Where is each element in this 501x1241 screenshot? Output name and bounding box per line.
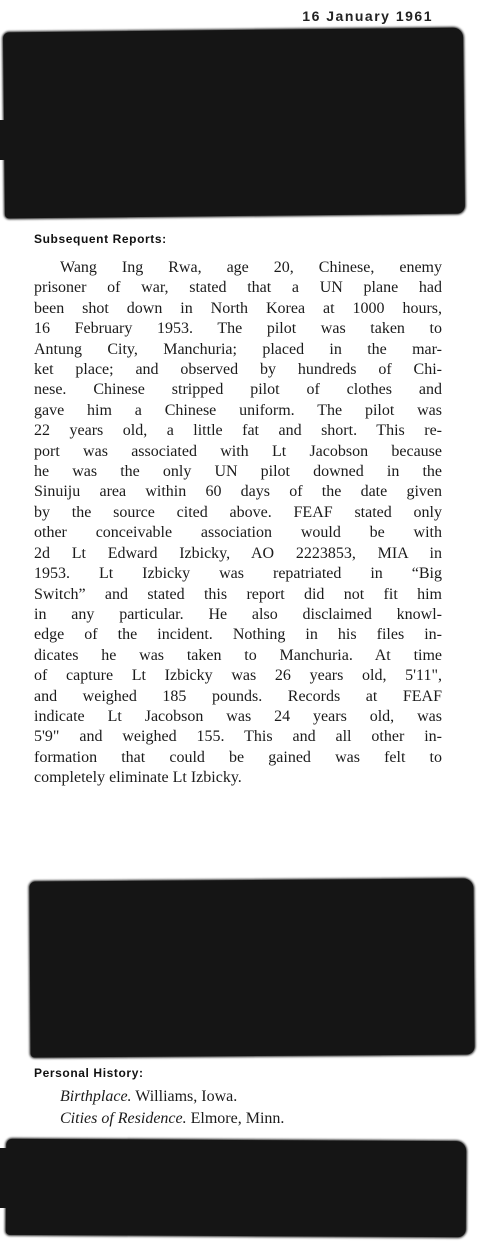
body-line: in any particular. He also disclaimed knowl- [34, 605, 442, 623]
body-line: edge of the incident. Nothing in his files in- [34, 626, 442, 644]
body-line: nese. Chinese stripped pilot of clothes and [34, 381, 442, 399]
body-line: Antung City, Manchuria; placed in the mar- [34, 340, 442, 358]
document-date: 16 January 1961 [302, 8, 433, 24]
body-line: by the source cited above. FEAF stated only [34, 503, 442, 521]
body-line: been shot down in North Korea at 1000 hours, [34, 299, 442, 317]
birthplace-value: Williams, Iowa. [135, 1088, 238, 1105]
personal-history-heading: Personal History: [34, 1066, 144, 1080]
body-line: Sinuiju area within 60 days of the date given [34, 483, 442, 501]
residence-value: Elmore, Minn. [190, 1110, 285, 1127]
body-line: 16 February 1953. The pilot was taken to [34, 320, 442, 338]
body-line: 2d Lt Edward Izbicky, AO 2223853, MIA in [34, 544, 442, 562]
redaction-tape-edge [0, 120, 26, 160]
body-line: 1953. Lt Izbicky was repatriated in “Big [34, 565, 442, 583]
body-line: other conceivable association would be with [34, 524, 442, 542]
redaction-tape-edge [0, 1148, 16, 1208]
body-line: ket place; and observed by hundreds of Chi- [34, 361, 442, 379]
birthplace-row [60, 1088, 237, 1106]
body-line: port was associated with Lt Jacobson because [34, 442, 442, 460]
residence-label: Cities of Residence. [60, 1110, 187, 1127]
redaction-block-bottom [6, 1139, 466, 1237]
body-line: of capture Lt Izbicky was 26 years old, 5'11", [34, 667, 442, 685]
body-line: Wang Ing Rwa, age 20, Chinese, enemy [60, 259, 442, 276]
body-line: 5'9" and weighed 155. This and all other in- [34, 728, 442, 746]
subsequent-reports-body [34, 258, 442, 789]
redaction-block-top [3, 28, 465, 219]
body-line: indicate Lt Jacobson was 24 years old, was [34, 707, 442, 725]
body-line: completely eliminate Lt Izbicky. [34, 769, 242, 787]
body-line: dicates he was taken to Manchuria. At time [34, 646, 442, 664]
subsequent-reports-heading: Subsequent Reports: [34, 232, 167, 246]
body-line: gave him a Chinese uniform. The pilot was [34, 401, 442, 419]
body-line: prisoner of war, stated that a UN plane had [34, 279, 442, 297]
redaction-block-middle [29, 878, 474, 1057]
birthplace-label: Birthplace. [60, 1088, 132, 1105]
body-line: he was the only UN pilot downed in the [34, 463, 442, 481]
body-line: Switch” and stated this report did not fit him [34, 585, 442, 603]
residence-row [60, 1110, 284, 1128]
body-line: 22 years old, a little fat and short. This re- [34, 422, 442, 440]
body-line: and weighed 185 pounds. Records at FEAF [34, 687, 442, 705]
body-line: formation that could be gained was felt to [34, 748, 442, 766]
